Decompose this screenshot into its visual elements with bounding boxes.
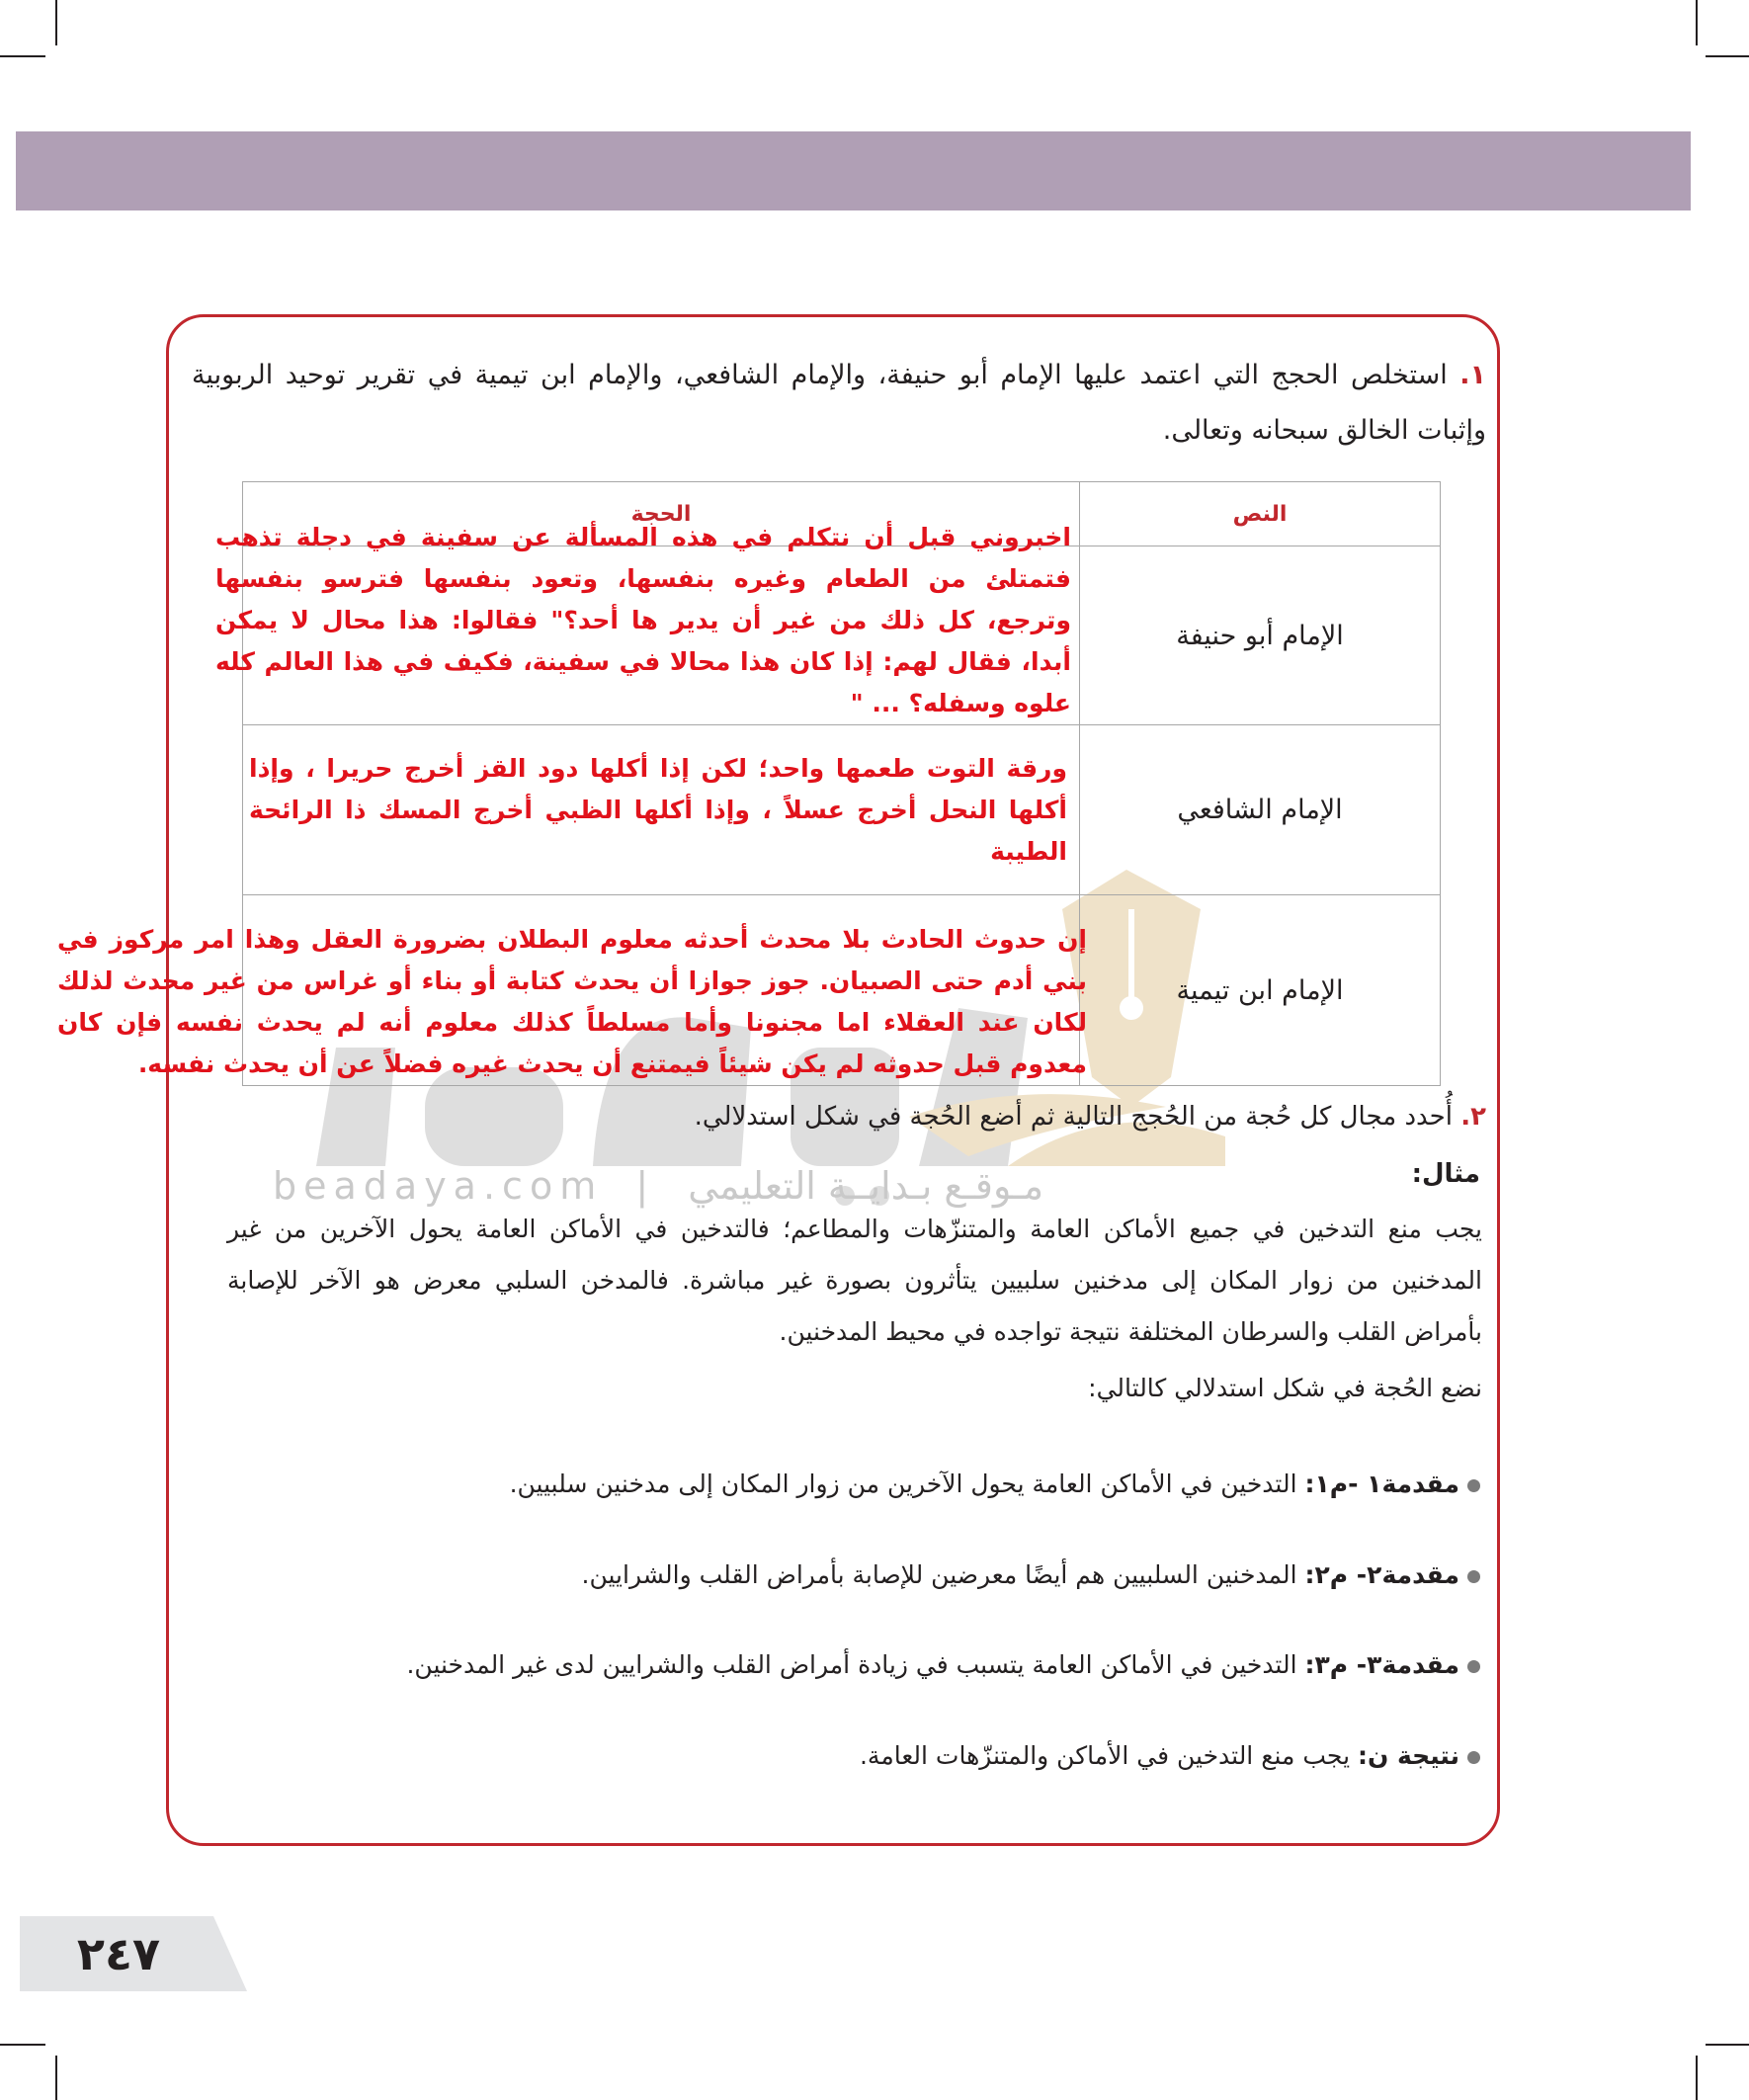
handwritten-answer: إن حدوث الحادث بلا محدث أحدثه معلوم البطلان بضرورة العقل وهذا امر مركوز في بني أدم حتى الصبيان. جوز جوازا أن يحدث كتابة أو بناء أو غراس من غير محدث لذلك لكان عند العقلاء اما مجنونا وأما مسلطاً كذلك معلوم أنه لم يحدث نفسه فإن كان معدوم قبل حدوثه لم يكن شيئاً فيمتنع أن يحدث غيره فضلاً عن أن يحدث نفسه. [57,925,1087,1078]
question-1-number: ١. [1459,360,1486,390]
crop-mark [55,0,57,45]
imam-name: الإمام أبو حنيفة [1080,546,1441,725]
crop-mark [1706,55,1749,57]
argument-cell [215,523,1080,725]
watermark-site: beadaya.com [273,1164,604,1208]
argument-cell [243,725,1080,895]
conclusion [860,1736,1480,1776]
header-argument: الحجة [243,482,1080,546]
question-1-text: استخلص الحجج التي اعتمد عليها الإمام أبو حنيفة، والإمام الشافعي، والإمام ابن تيمية في تقرير توحيد الربوبية وإثبات الخالق سبحانه وتعالى. [192,360,1486,446]
conclusion-label: نتيجة ن: [1357,1741,1459,1770]
premise-label: مقدمة١ -م١: [1304,1470,1459,1498]
question-2-number: ٢. [1460,1102,1486,1132]
arguments-table [57,481,1441,1086]
imam-name: الإمام الشافعي [1080,725,1441,895]
header-text: النص [1080,482,1441,546]
bullet-icon [1467,1660,1480,1673]
conclusion-text: يجب منع التدخين في الأماكن والمتنزّهات العامة. [859,1741,1351,1770]
question-2 [695,1095,1486,1138]
premise-1 [510,1465,1480,1504]
watermark-text: beadaya.com | مـوقـع بـدايــة التعليمي [273,1164,1044,1208]
page-number: ٢٤٧ [76,1927,161,1980]
handwritten-answer: ورقة التوت طعمها واحد؛ لكن إذا أكلها دود القز أخرج حريرا ، وإذا أكلها النحل أخرج عسلاً ، وإذا أكلها الظبي أخرج المسك ذا الرائحة الطيبة [249,753,1067,866]
crop-mark [1696,2056,1698,2100]
bullet-icon [1467,1751,1480,1764]
premise-2 [582,1555,1480,1595]
premise-label: مقدمة٣- م٣: [1304,1650,1459,1679]
question-2-text: أُحدد مجال كل حُجة من الحُجج التالية ثم أضع الحُجة في شكل استدلالي. [694,1102,1453,1132]
premise-3 [406,1645,1480,1685]
table-row [243,546,1441,725]
table-row [243,725,1441,895]
question-1 [192,348,1486,459]
crop-mark [55,2056,57,2100]
bullet-icon [1467,1570,1480,1583]
argument-cell [57,895,1087,1086]
crop-mark [0,2044,45,2046]
premise-label: مقدمة٢- م٢: [1304,1560,1459,1589]
table-row [243,895,1441,1086]
crop-mark [1706,2044,1749,2046]
watermark-tagline: مـوقـع بـدايــة التعليمي [688,1164,1044,1208]
bullet-icon [1467,1479,1480,1492]
header-band [16,131,1691,210]
premise-text: التدخين في الأماكن العامة يحول الآخرين من زوار المكان إلى مدخنين سلبيين. [509,1470,1297,1498]
crop-mark [1696,0,1698,45]
syllogism-intro: نضع الحُجة في شكل استدلالي كالتالي: [1088,1374,1482,1402]
premise-text: المدخنين السلبيين هم أيضًا معرضين للإصابة بأمراض القلب والشرايين. [581,1560,1297,1589]
crop-mark [0,55,45,57]
imam-name: الإمام ابن تيمية [1080,895,1441,1086]
handwritten-answer: اخبروني قبل أن نتكلم في هذه المسألة عن سفينة في دجلة تذهب فتمتلئ من الطعام وغيره بنفسها، وتعود بنفسها فترسو بنفسها وترجع، كل ذلك من غير أن يدير ها أحد؟" فقالوا: هذا محال لا يمكن أبدا، فقال لهم: إذا كان هذا محالا في سفينة، فكيف في هذا العالم كله علوه وسفله؟ ... " [215,523,1071,717]
example-label: مثال: [1411,1159,1480,1189]
example-paragraph: يجب منع التدخين في جميع الأماكن العامة والمتنزّهات والمطاعم؛ فالتدخين في الأماكن العامة يحول الآخرين من غير المدخنين من زوار المكان إلى مدخنين سلبيين يتأثرون بصورة غير مباشرة. فالمدخن السلبي معرض هو الآخر للإصابة بأمراض القلب والسرطان المختلفة نتيجة تواجده في محيط المدخنين. [227,1215,1482,1346]
premise-text: التدخين في الأماكن العامة يتسبب في زيادة أمراض القلب والشرايين لدى غير المدخنين. [406,1650,1297,1679]
